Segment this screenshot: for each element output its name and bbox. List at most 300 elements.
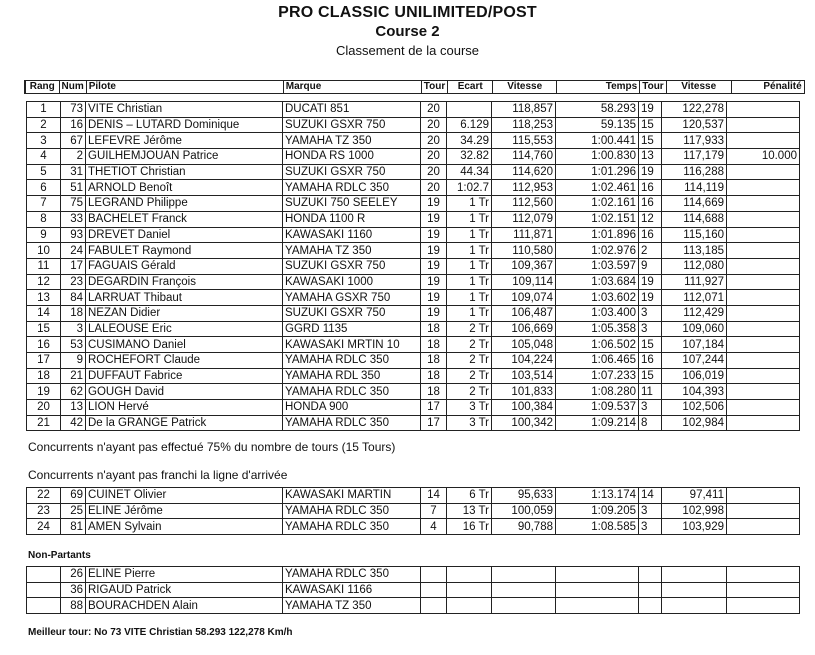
cell-num: 17 <box>61 258 86 274</box>
cell-num: 69 <box>61 488 86 504</box>
cell-best-lap-speed: 112,429 <box>662 305 727 321</box>
cell-best-lap: 15 <box>639 133 662 149</box>
cell-vitesse: 103,514 <box>492 368 556 384</box>
cell-pilote: ARNOLD Benoît <box>86 180 283 196</box>
cell-ecart: 1 Tr <box>447 290 492 306</box>
cell-temps: 1:09.214 <box>556 415 639 431</box>
table-row <box>27 503 800 519</box>
cell-marque: KAWASAKI 1166 <box>283 582 421 598</box>
cell-vitesse: 105,048 <box>492 337 556 353</box>
cell-best-lap-speed: 107,244 <box>662 353 727 369</box>
table-row <box>27 353 800 369</box>
cell-vitesse: 118,253 <box>492 117 556 133</box>
cell-ecart: 1 Tr <box>447 211 492 227</box>
cell-pilote: NEZAN Didier <box>86 305 283 321</box>
cell-marque: KAWASAKI MRTIN 10 <box>283 337 421 353</box>
cell-rang: 5 <box>27 164 61 180</box>
cell-marque: YAMAHA RDLC 350 <box>283 519 421 535</box>
cell-tours: 20 <box>421 149 447 165</box>
non-partants-table <box>26 566 800 614</box>
cell-ecart: 6 Tr <box>447 488 492 504</box>
cell-best-lap-speed: 112,071 <box>662 290 727 306</box>
cell-penalite <box>727 164 800 180</box>
cell-ecart: 1 Tr <box>447 274 492 290</box>
header-temps: Temps <box>557 81 640 94</box>
cell-best-lap-speed: 112,080 <box>662 258 727 274</box>
cell-best-lap: 19 <box>639 102 662 118</box>
cell-num: 31 <box>61 164 86 180</box>
table-row <box>27 415 800 431</box>
cell-rang: 10 <box>27 243 61 259</box>
cell-temps: 58.293 <box>556 102 639 118</box>
cell-rang: 7 <box>27 196 61 212</box>
cell-pilote: DREVET Daniel <box>86 227 283 243</box>
cell-temps: 1:03.684 <box>556 274 639 290</box>
cell-ecart <box>447 567 492 583</box>
cell-best-lap-speed: 117,933 <box>662 133 727 149</box>
cell-num: 16 <box>61 117 86 133</box>
cell-best-lap: 3 <box>639 519 662 535</box>
cell-tours: 17 <box>421 415 447 431</box>
cell-temps <box>556 598 639 614</box>
table-row <box>27 305 800 321</box>
cell-tours: 19 <box>421 227 447 243</box>
cell-vitesse: 95,633 <box>492 488 556 504</box>
cell-marque: YAMAHA TZ 350 <box>283 598 421 614</box>
note-75-percent: Concurrents n'ayant pas effectué 75% du nombre de tours (15 Tours) <box>28 440 396 454</box>
cell-tours: 18 <box>421 384 447 400</box>
cell-tours <box>421 598 447 614</box>
cell-rang: 9 <box>27 227 61 243</box>
cell-ecart: 3 Tr <box>447 400 492 416</box>
cell-vitesse: 100,059 <box>492 503 556 519</box>
cell-vitesse: 90,788 <box>492 519 556 535</box>
cell-best-lap <box>639 567 662 583</box>
cell-pilote: GUILHEMJOUAN Patrice <box>86 149 283 165</box>
cell-marque: KAWASAKI 1000 <box>283 274 421 290</box>
cell-vitesse: 114,760 <box>492 149 556 165</box>
cell-ecart: 6.129 <box>447 117 492 133</box>
cell-rang: 6 <box>27 180 61 196</box>
cell-pilote: ROCHEFORT Claude <box>86 353 283 369</box>
cell-best-lap: 11 <box>639 384 662 400</box>
cell-best-lap-speed: 103,929 <box>662 519 727 535</box>
header-rang: Rang <box>25 81 59 94</box>
table-row <box>27 274 800 290</box>
cell-marque: YAMAHA RDLC 350 <box>283 353 421 369</box>
table-row <box>27 149 800 165</box>
cell-temps: 1:03.400 <box>556 305 639 321</box>
header-tour: Tour <box>421 81 447 94</box>
cell-ecart: 1 Tr <box>447 305 492 321</box>
table-row <box>27 227 800 243</box>
cell-vitesse: 100,384 <box>492 400 556 416</box>
cell-rang: 13 <box>27 290 61 306</box>
cell-vitesse <box>492 567 556 583</box>
cell-temps: 1:05.358 <box>556 321 639 337</box>
cell-num: 25 <box>61 503 86 519</box>
cell-temps: 1:08.585 <box>556 519 639 535</box>
cell-rang: 16 <box>27 337 61 353</box>
header-pilote: Pilote <box>86 81 283 94</box>
best-lap-note: Meilleur tour: No 73 VITE Christian 58.293 122,278 Km/h <box>28 627 293 638</box>
cell-best-lap: 2 <box>639 243 662 259</box>
cell-best-lap-speed: 114,669 <box>662 196 727 212</box>
cell-vitesse: 115,553 <box>492 133 556 149</box>
table-row <box>27 567 800 583</box>
cell-tours: 20 <box>421 180 447 196</box>
cell-rang: 21 <box>27 415 61 431</box>
race-subtitle: Course 2 <box>375 23 440 40</box>
header-num: Num <box>59 81 86 94</box>
cell-ecart: 1 Tr <box>447 258 492 274</box>
cell-penalite <box>727 368 800 384</box>
cell-penalite <box>727 133 800 149</box>
cell-pilote: ELINE Pierre <box>86 567 283 583</box>
cell-marque: YAMAHA RDL 350 <box>283 368 421 384</box>
cell-best-lap-speed: 114,688 <box>662 211 727 227</box>
cell-best-lap: 16 <box>639 180 662 196</box>
cell-num: 75 <box>61 196 86 212</box>
cell-ecart: 2 Tr <box>447 337 492 353</box>
cell-rang: 14 <box>27 305 61 321</box>
cell-vitesse: 106,669 <box>492 321 556 337</box>
cell-marque: YAMAHA RDLC 350 <box>283 415 421 431</box>
table-row <box>27 211 800 227</box>
non-partants-label: Non-Partants <box>28 550 91 561</box>
cell-pilote: LEGRAND Philippe <box>86 196 283 212</box>
cell-num: 67 <box>61 133 86 149</box>
cell-rang: 8 <box>27 211 61 227</box>
cell-pilote: AMEN Sylvain <box>86 519 283 535</box>
header-best-lap: Tour <box>640 81 666 94</box>
cell-penalite <box>727 321 800 337</box>
table-row <box>27 133 800 149</box>
cell-pilote: BACHELET Franck <box>86 211 283 227</box>
table-row <box>27 488 800 504</box>
cell-num: 62 <box>61 384 86 400</box>
table-row <box>27 196 800 212</box>
cell-pilote: LALEOUSE Eric <box>86 321 283 337</box>
cell-rang <box>27 567 61 583</box>
cell-rang: 11 <box>27 258 61 274</box>
cell-pilote: LARRUAT Thibaut <box>86 290 283 306</box>
table-row <box>27 582 800 598</box>
header-ecart: Ecart <box>448 81 493 94</box>
cell-temps: 1:07.233 <box>556 368 639 384</box>
table-row <box>27 321 800 337</box>
cell-best-lap: 9 <box>639 258 662 274</box>
cell-ecart <box>447 582 492 598</box>
cell-temps: 1:00.441 <box>556 133 639 149</box>
header-penalite: Pénalité <box>731 81 804 94</box>
cell-best-lap-speed: 115,160 <box>662 227 727 243</box>
cell-num: 88 <box>61 598 86 614</box>
cell-tours: 19 <box>421 290 447 306</box>
cell-penalite <box>727 384 800 400</box>
cell-penalite <box>727 196 800 212</box>
results-header <box>24 80 805 94</box>
cell-temps: 1:09.537 <box>556 400 639 416</box>
cell-temps: 1:00.830 <box>556 149 639 165</box>
cell-best-lap <box>639 582 662 598</box>
cell-temps: 1:02.161 <box>556 196 639 212</box>
cell-rang: 3 <box>27 133 61 149</box>
cell-pilote: VITE Christian <box>86 102 283 118</box>
table-row <box>27 337 800 353</box>
cell-num: 36 <box>61 582 86 598</box>
cell-tours: 19 <box>421 305 447 321</box>
cell-best-lap-speed <box>662 582 727 598</box>
cell-best-lap: 19 <box>639 290 662 306</box>
cell-ecart: 2 Tr <box>447 368 492 384</box>
cell-num: 3 <box>61 321 86 337</box>
header-vitesse: Vitesse <box>493 81 557 94</box>
cell-temps <box>556 582 639 598</box>
cell-ecart: 13 Tr <box>447 503 492 519</box>
cell-penalite <box>727 258 800 274</box>
cell-vitesse: 109,074 <box>492 290 556 306</box>
cell-best-lap: 15 <box>639 117 662 133</box>
cell-best-lap: 15 <box>639 337 662 353</box>
cell-temps: 1:02.461 <box>556 180 639 196</box>
cell-best-lap: 3 <box>639 305 662 321</box>
cell-temps: 1:02.976 <box>556 243 639 259</box>
cell-pilote: DUFFAUT Fabrice <box>86 368 283 384</box>
cell-rang: 15 <box>27 321 61 337</box>
cell-vitesse: 110,580 <box>492 243 556 259</box>
cell-best-lap: 13 <box>639 149 662 165</box>
cell-marque: DUCATI 851 <box>283 102 421 118</box>
cell-marque: YAMAHA RDLC 350 <box>283 180 421 196</box>
cell-penalite: 10.000 <box>727 149 800 165</box>
cell-vitesse: 112,560 <box>492 196 556 212</box>
cell-ecart: 1 Tr <box>447 227 492 243</box>
table-row <box>27 400 800 416</box>
cell-pilote: DEGARDIN François <box>86 274 283 290</box>
cell-ecart: 34.29 <box>447 133 492 149</box>
cell-penalite <box>727 337 800 353</box>
cell-num: 53 <box>61 337 86 353</box>
cell-penalite <box>727 567 800 583</box>
cell-best-lap-speed: 109,060 <box>662 321 727 337</box>
cell-tours: 20 <box>421 133 447 149</box>
cell-tours: 14 <box>421 488 447 504</box>
cell-pilote: FABULET Raymond <box>86 243 283 259</box>
cell-marque: KAWASAKI 1160 <box>283 227 421 243</box>
cell-num: 23 <box>61 274 86 290</box>
cell-pilote: CUSIMANO Daniel <box>86 337 283 353</box>
cell-rang: 2 <box>27 117 61 133</box>
cell-pilote: DENIS – LUTARD Dominique <box>86 117 283 133</box>
cell-vitesse: 109,367 <box>492 258 556 274</box>
cell-ecart: 2 Tr <box>447 321 492 337</box>
cell-rang: 19 <box>27 384 61 400</box>
cell-tours: 20 <box>421 164 447 180</box>
cell-num: 13 <box>61 400 86 416</box>
cell-pilote: RIGAUD Patrick <box>86 582 283 598</box>
note-dnf: Concurrents n'ayant pas franchi la ligne d'arrivée <box>28 468 288 482</box>
cell-pilote: ELINE Jérôme <box>86 503 283 519</box>
cell-marque: YAMAHA TZ 350 <box>283 133 421 149</box>
cell-best-lap: 8 <box>639 415 662 431</box>
cell-ecart: 1:02.7 <box>447 180 492 196</box>
cell-best-lap-speed: 102,506 <box>662 400 727 416</box>
cell-temps: 1:09.205 <box>556 503 639 519</box>
table-row <box>27 384 800 400</box>
cell-rang: 17 <box>27 353 61 369</box>
cell-rang: 23 <box>27 503 61 519</box>
cell-num: 42 <box>61 415 86 431</box>
cell-marque: HONDA 1100 R <box>283 211 421 227</box>
cell-ecart: 2 Tr <box>447 353 492 369</box>
cell-num: 18 <box>61 305 86 321</box>
cell-best-lap-speed: 102,984 <box>662 415 727 431</box>
cell-tours: 19 <box>421 196 447 212</box>
cell-tours: 18 <box>421 368 447 384</box>
cell-pilote: BOURACHDEN Alain <box>86 598 283 614</box>
cell-tours: 20 <box>421 117 447 133</box>
cell-marque: SUZUKI GSXR 750 <box>283 117 421 133</box>
cell-best-lap: 14 <box>639 488 662 504</box>
cell-pilote: CUINET Olivier <box>86 488 283 504</box>
cell-marque: YAMAHA RDLC 350 <box>283 384 421 400</box>
cell-penalite <box>727 211 800 227</box>
cell-num: 81 <box>61 519 86 535</box>
cell-ecart <box>447 102 492 118</box>
cell-best-lap-speed: 106,019 <box>662 368 727 384</box>
cell-marque: KAWASAKI MARTIN <box>283 488 421 504</box>
cell-tours: 19 <box>421 243 447 259</box>
dnf-table <box>26 487 800 535</box>
cell-penalite <box>727 227 800 243</box>
cell-rang <box>27 598 61 614</box>
cell-pilote: LEFEVRE Jérôme <box>86 133 283 149</box>
classification-caption: Classement de la course <box>335 43 480 58</box>
cell-penalite <box>727 582 800 598</box>
header-best-lap-speed: Vitesse <box>666 81 731 94</box>
cell-penalite <box>727 117 800 133</box>
cell-penalite <box>727 102 800 118</box>
cell-vitesse: 104,224 <box>492 353 556 369</box>
cell-marque: SUZUKI GSXR 750 <box>283 305 421 321</box>
cell-temps: 1:01.296 <box>556 164 639 180</box>
cell-vitesse <box>492 582 556 598</box>
cell-pilote: LION Hervé <box>86 400 283 416</box>
cell-best-lap-speed: 107,184 <box>662 337 727 353</box>
cell-best-lap-speed: 111,927 <box>662 274 727 290</box>
cell-best-lap-speed: 113,185 <box>662 243 727 259</box>
cell-best-lap: 16 <box>639 227 662 243</box>
cell-temps: 1:08.280 <box>556 384 639 400</box>
cell-best-lap-speed <box>662 567 727 583</box>
cell-rang: 22 <box>27 488 61 504</box>
cell-ecart: 44.34 <box>447 164 492 180</box>
cell-temps: 59.135 <box>556 117 639 133</box>
cell-best-lap: 3 <box>639 503 662 519</box>
cell-rang <box>27 582 61 598</box>
cell-rang: 18 <box>27 368 61 384</box>
cell-num: 51 <box>61 180 86 196</box>
cell-rang: 1 <box>27 102 61 118</box>
cell-best-lap-speed <box>662 598 727 614</box>
cell-tours: 18 <box>421 321 447 337</box>
cell-num: 21 <box>61 368 86 384</box>
cell-temps: 1:13.174 <box>556 488 639 504</box>
cell-tours <box>421 567 447 583</box>
cell-penalite <box>727 503 800 519</box>
cell-penalite <box>727 290 800 306</box>
cell-ecart: 32.82 <box>447 149 492 165</box>
table-row <box>27 519 800 535</box>
cell-num: 93 <box>61 227 86 243</box>
cell-penalite <box>727 598 800 614</box>
cell-marque: YAMAHA RDLC 350 <box>283 503 421 519</box>
cell-tours: 19 <box>421 211 447 227</box>
cell-pilote: GOUGH David <box>86 384 283 400</box>
table-row <box>27 598 800 614</box>
cell-num: 24 <box>61 243 86 259</box>
cell-marque: HONDA RS 1000 <box>283 149 421 165</box>
table-row <box>27 368 800 384</box>
cell-tours: 19 <box>421 258 447 274</box>
cell-num: 33 <box>61 211 86 227</box>
cell-num: 9 <box>61 353 86 369</box>
cell-penalite <box>727 180 800 196</box>
table-row <box>27 290 800 306</box>
cell-vitesse: 100,342 <box>492 415 556 431</box>
cell-ecart <box>447 598 492 614</box>
cell-vitesse: 101,833 <box>492 384 556 400</box>
table-row <box>27 117 800 133</box>
cell-marque: HONDA 900 <box>283 400 421 416</box>
table-row <box>27 243 800 259</box>
page-title: PRO CLASSIC UNILIMITED/POST <box>278 4 537 21</box>
cell-temps: 1:02.151 <box>556 211 639 227</box>
cell-marque: GGRD 1135 <box>283 321 421 337</box>
cell-best-lap: 3 <box>639 400 662 416</box>
cell-temps: 1:03.597 <box>556 258 639 274</box>
cell-penalite <box>727 274 800 290</box>
cell-best-lap: 19 <box>639 164 662 180</box>
cell-num: 84 <box>61 290 86 306</box>
cell-rang: 4 <box>27 149 61 165</box>
cell-best-lap-speed: 104,393 <box>662 384 727 400</box>
cell-temps <box>556 567 639 583</box>
cell-temps: 1:06.502 <box>556 337 639 353</box>
cell-rang: 20 <box>27 400 61 416</box>
cell-best-lap-speed: 117,179 <box>662 149 727 165</box>
cell-best-lap: 15 <box>639 368 662 384</box>
cell-temps: 1:03.602 <box>556 290 639 306</box>
cell-temps: 1:06.465 <box>556 353 639 369</box>
cell-best-lap-speed: 102,998 <box>662 503 727 519</box>
cell-num: 2 <box>61 149 86 165</box>
cell-penalite <box>727 519 800 535</box>
cell-ecart: 3 Tr <box>447 415 492 431</box>
cell-marque: SUZUKI GSXR 750 <box>283 258 421 274</box>
cell-vitesse: 112,079 <box>492 211 556 227</box>
cell-vitesse: 106,487 <box>492 305 556 321</box>
header-marque: Marque <box>283 81 421 94</box>
cell-best-lap: 12 <box>639 211 662 227</box>
cell-penalite <box>727 353 800 369</box>
cell-num: 73 <box>61 102 86 118</box>
cell-pilote: FAGUAIS Gérald <box>86 258 283 274</box>
cell-vitesse <box>492 598 556 614</box>
cell-best-lap-speed: 120,537 <box>662 117 727 133</box>
cell-pilote: THETIOT Christian <box>86 164 283 180</box>
